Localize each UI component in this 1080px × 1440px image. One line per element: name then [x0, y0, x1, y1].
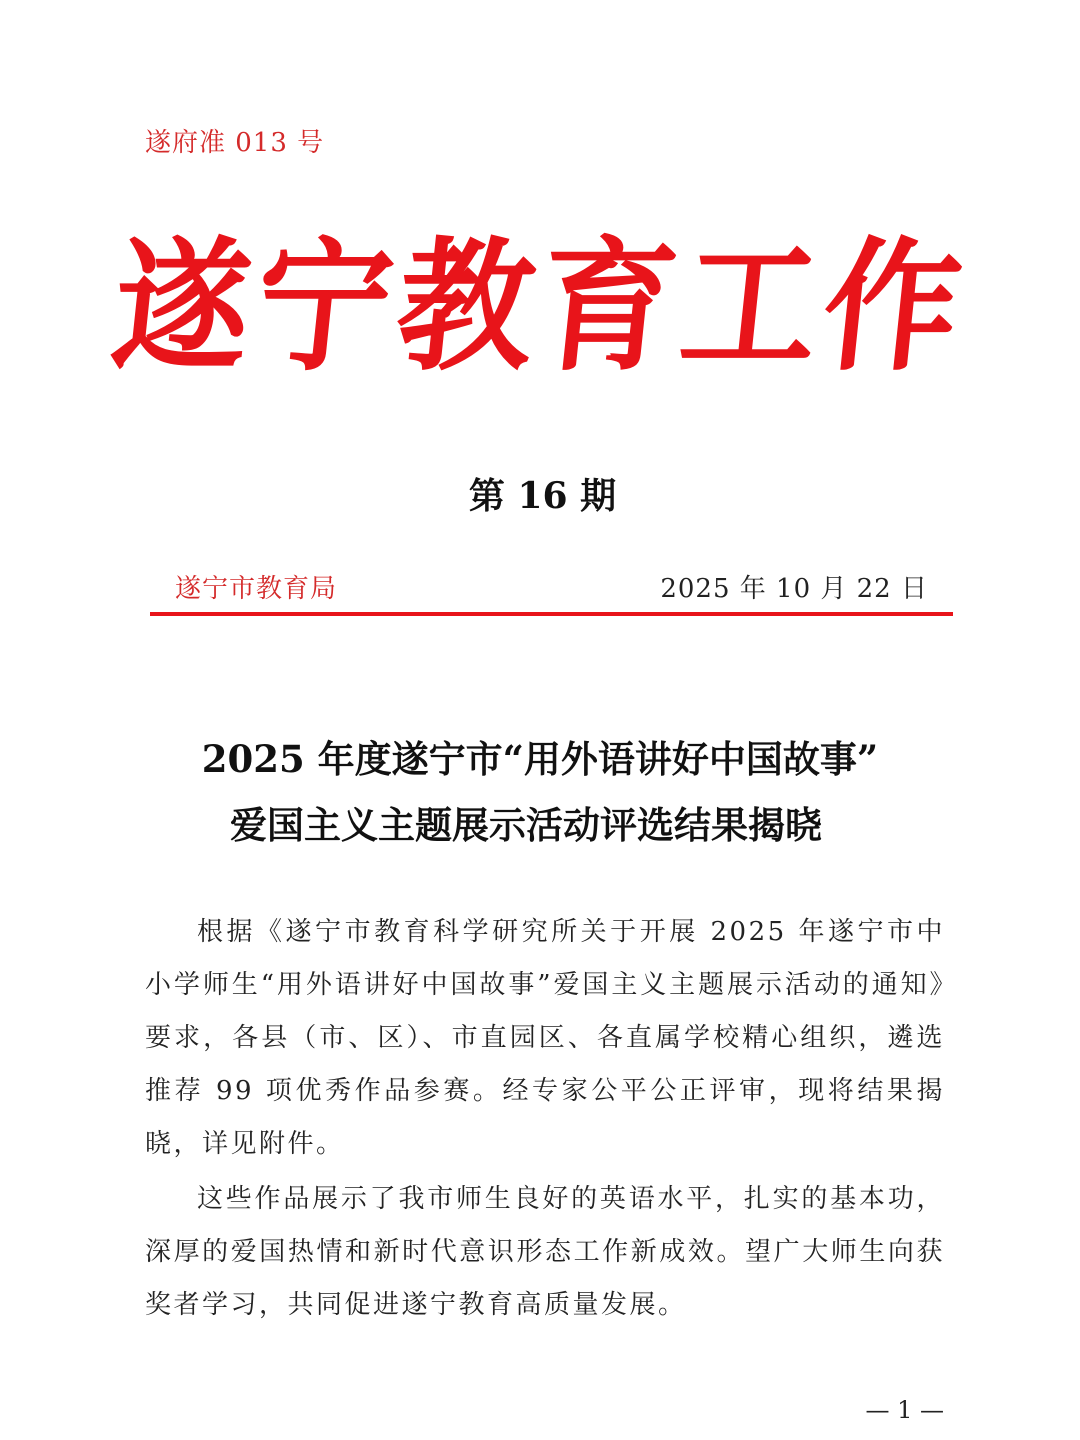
publisher-name: 遂宁市教育局 [175, 574, 338, 604]
document-number: 遂府准 013 号 [145, 128, 325, 158]
issue-number: 第 16 期 [468, 475, 617, 517]
body-paragraph-2: 这些作品展示了我市师生良好的英语水平，扎实的基本功，深厚的爱国热情和新时代意识形态工作新成效。望广大师生向获奖者学习，共同促进遂宁教育高质量发展。 [145, 1184, 945, 1320]
header-divider [150, 612, 953, 616]
publication-date: 2025 年 10 月 22 日 [660, 574, 928, 604]
article-title-line-1: 2025 年度遂宁市“用外语讲好中国故事” [201, 737, 879, 781]
article-title-line-2: 爱国主义主题展示活动评选结果揭晓 [230, 803, 822, 847]
page-number: — 1 — [865, 1396, 944, 1424]
article-title [0, 726, 1080, 858]
masthead-title: 遂宁教育工作 [105, 223, 975, 391]
body-paragraph-1: 根据《遂宁市教育科学研究所关于开展 2025 年遂宁市中小学师生“用外语讲好中国故事”爱国主义主题展示活动的通知》要求，各县（市、区）、市直园区、各直属学校精心组织，遴选推荐 99 项优秀作品参赛。经专家公平公正评审，现将结果揭晓，详见附件。 [145, 917, 945, 1159]
article-body [145, 906, 945, 1334]
